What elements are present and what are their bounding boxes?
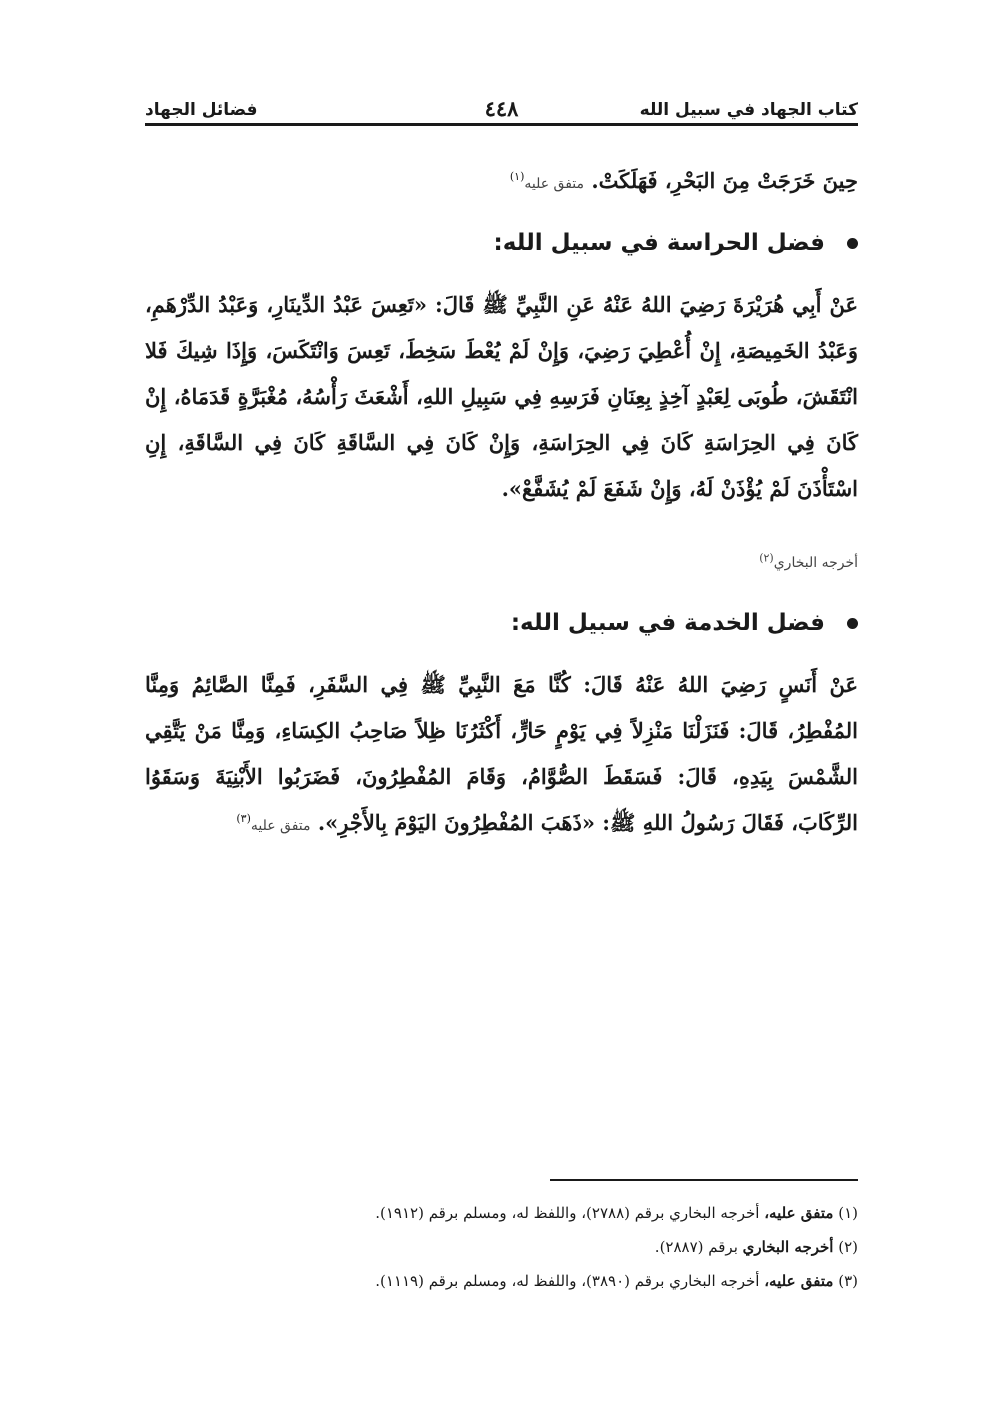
footnote-text: برقم (٢٨٨٧). bbox=[654, 1238, 738, 1256]
heading-text: فضل الخدمة في سبيل الله: bbox=[510, 610, 825, 636]
footnote-1 bbox=[145, 1196, 858, 1230]
carryover-paragraph bbox=[145, 158, 858, 207]
hadith-paragraph-service bbox=[145, 662, 858, 849]
running-header bbox=[145, 96, 858, 126]
bullet-icon bbox=[847, 238, 858, 249]
section-heading-guarding bbox=[145, 226, 858, 260]
book-title: كتاب الجهاد في سبيل الله bbox=[639, 100, 858, 120]
bullet-icon bbox=[847, 618, 858, 629]
hadith-source-guarding bbox=[145, 552, 858, 574]
section-title: فضائل الجهاد bbox=[145, 100, 258, 120]
footnote-lead: متفق عليه، bbox=[764, 1272, 834, 1290]
section-heading-service bbox=[145, 606, 858, 640]
footnotes bbox=[145, 1196, 858, 1298]
footnote-ref-3: (٣) bbox=[236, 812, 251, 825]
heading-text: فضل الحراسة في سبيل الله: bbox=[493, 230, 825, 256]
hadith-text: عَنْ أَنَسٍ رَضِيَ اللهُ عَنْهُ قَالَ: كُنَّا مَعَ النَّبِيِّ ﷺ فِي السَّفَرِ، فَمِنَّا الصَّائِمُ وَمِنَّا المُفْطِرُ، قَالَ: فَنَزَلْنَا مَنْزِلاً فِي يَوْمٍ حَارٍّ، أَكْثَرُنَا ظِلاً صَاحِبُ الكِسَاءِ، وَمِنَّا مَنْ يَتَّقِي الشَّمْسَ بِيَدِهِ، قَالَ: فَسَقَطَ الصُّوَّامُ، وَقَامَ المُفْطِرُونَ، فَضَرَبُوا الأَبْنِيَةَ وَسَقَوُا الرِّكَابَ، فَقَالَ رَسُولُ اللهِ ﷺ: «ذَهَبَ المُفْطِرُونَ اليَوْمَ بِالأَجْرِ». bbox=[145, 672, 858, 835]
footnote-lead: أخرجه البخاري bbox=[742, 1238, 834, 1256]
source-note: أخرجه البخاري bbox=[773, 555, 858, 571]
footnote-number: (١) bbox=[838, 1204, 858, 1222]
footnote-ref-1: (١) bbox=[509, 170, 525, 183]
footnote-3 bbox=[145, 1264, 858, 1298]
footnote-number: (٢) bbox=[838, 1238, 858, 1256]
carryover-note: متفق عليه bbox=[524, 176, 585, 192]
footnote-2 bbox=[145, 1230, 858, 1264]
source-note: متفق عليه bbox=[250, 818, 311, 834]
footnote-ref-2: (٢) bbox=[759, 551, 774, 565]
footnote-rule bbox=[550, 1179, 858, 1181]
footnote-text: أخرجه البخاري برقم (٣٨٩٠)، واللفظ له، ومسلم برقم (١١١٩). bbox=[375, 1272, 760, 1290]
footnote-text: أخرجه البخاري برقم (٢٧٨٨)، واللفظ له، ومسلم برقم (١٩١٢). bbox=[375, 1204, 760, 1222]
carryover-text: حِينَ خَرَجَتْ مِنَ البَحْرِ، فَهَلَكَتْ. bbox=[591, 168, 858, 193]
footnote-lead: متفق عليه، bbox=[764, 1204, 834, 1222]
hadith-text: عَنْ أَبِي هُرَيْرَةَ رَضِيَ اللهُ عَنْهُ عَنِ النَّبِيِّ ﷺ قَالَ: «تَعِسَ عَبْدُ الدِّينَارِ، وَعَبْدُ الدِّرْهَمِ، وَعَبْدُ الخَمِيصَةِ، إِنْ أُعْطِيَ رَضِيَ، وَإِنْ لَمْ يُعْطَ سَخِطَ، تَعِسَ وَانْتَكَسَ، وَإِذَا شِيكَ فَلا انْتَقَشَ، طُوبَى لِعَبْدٍ آخِذٍ بِعِنَانِ فَرَسِهِ فِي سَبِيلِ اللهِ، أَشْعَثَ رَأْسُهُ، مُغْبَرَّةٍ قَدَمَاهُ، إِنْ كَانَ فِي الحِرَاسَةِ كَانَ فِي الحِرَاسَةِ، وَإِنْ كَانَ فِي السَّاقَةِ كَانَ فِي السَّاقَةِ، إِنِ اسْتَأْذَنَ لَمْ يُؤْذَنْ لَهُ، وَإِنْ شَفَعَ لَمْ يُشَفَّعْ». bbox=[145, 292, 858, 501]
hadith-paragraph-guarding bbox=[145, 282, 858, 512]
page-number: ٤٤٨ bbox=[484, 96, 519, 121]
footnote-number: (٣) bbox=[838, 1272, 858, 1290]
header-rule bbox=[145, 123, 858, 126]
